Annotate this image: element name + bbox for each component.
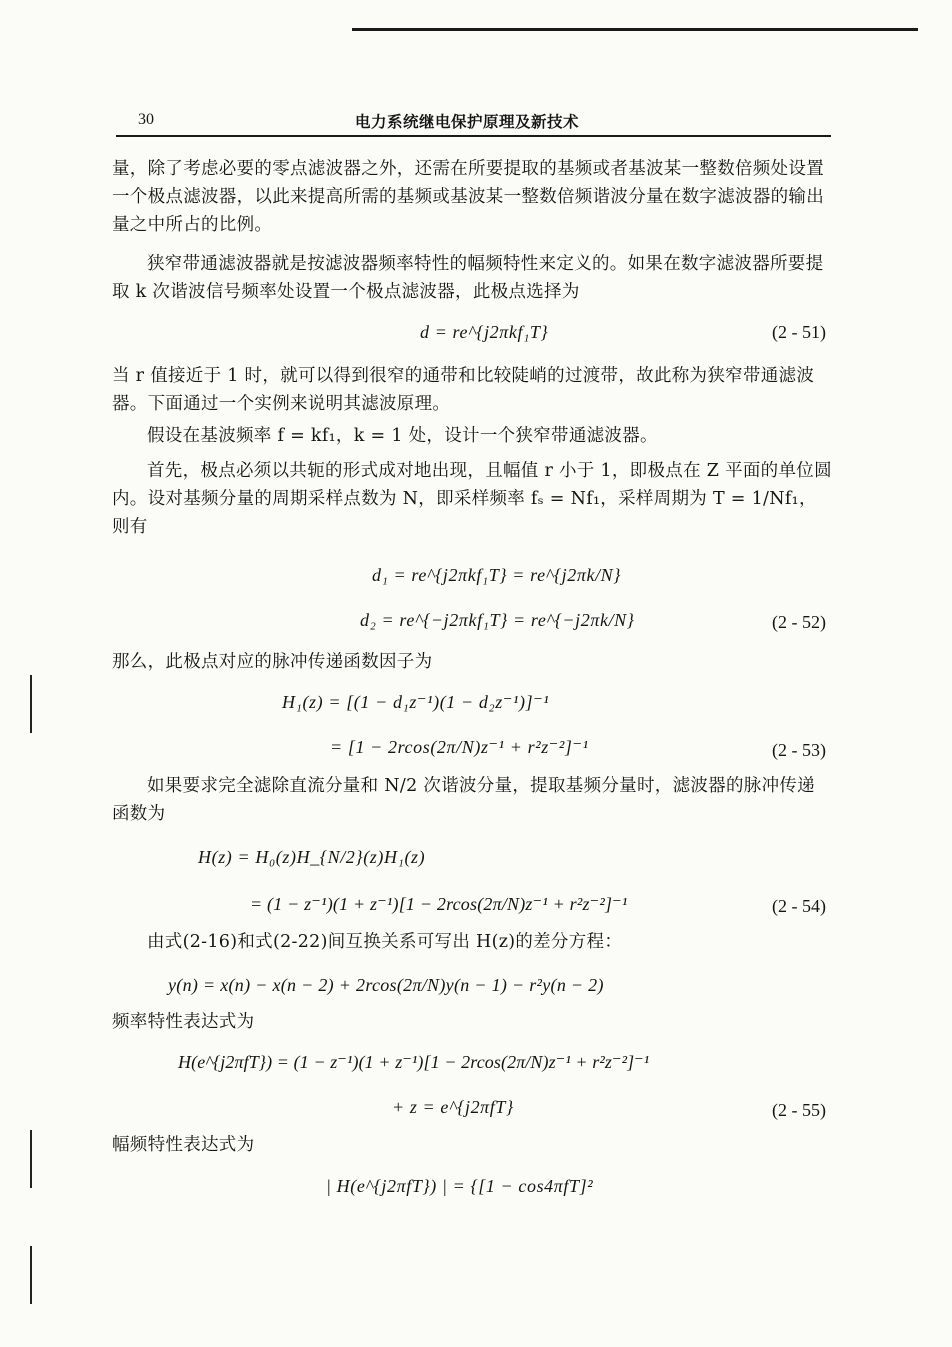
equation-number: (2 - 55) [772,1100,826,1120]
equation: = (1 − z⁻¹)(1 + z⁻¹)[1 − 2rcos(2π/N)z⁻¹ + r²z⁻²]⁻¹ [250,894,628,914]
equation-number: (2 - 52) [772,612,826,632]
equation: d₂ = re^{−j2πkf₁T} = re^{−j2πk/N} [360,610,635,630]
equation-number: (2 - 53) [772,740,826,760]
margin-mark [30,1246,32,1304]
paragraph: 首先，极点必须以共轭的形式成对地出现，且幅值 r 小于 1，即极点在 Z 平面的单位圆内。设对基频分量的周期采样点数为 N，即采样频率 fₛ = Nf₁，采样周期为 T = 1/Nf₁，则有 [112,461,832,537]
margin-mark [30,675,32,733]
equation: H₁(z) = [(1 − d₁z⁻¹)(1 − d₂z⁻¹)]⁻¹ [282,692,550,712]
equation: d₁ = re^{j2πkf₁T} = re^{j2πk/N} [372,565,622,585]
paragraph: 当 r 值接近于 1 时，就可以得到很窄的通带和比较陡峭的过渡带，故此称为狭窄带通滤波器。下面通过一个实例来说明其滤波原理。 [112,366,815,414]
paragraph: 量，除了考虑必要的零点滤波器之外，还需在所要提取的基频或者基波某一整数倍频处设置一个极点滤波器，以此来提高所需的基频或基波某一整数倍频谐波分量在数字滤波器的输出量之中所占的比例。 [112,159,824,235]
equation-number: (2 - 51) [772,322,826,342]
equation: H(z) = H₀(z)H_{N/2}(z)H₁(z) [198,847,426,867]
top-rule [352,28,918,31]
equation: | H(e^{j2πfT}) | = {[1 − cos4πfT]² [326,1176,594,1196]
paragraph: 假设在基波频率 f = kf₁，k = 1 处，设计一个狭窄带通滤波器。 [147,426,658,446]
paragraph: 幅频特性表达式为 [112,1135,255,1155]
paragraph: 那么，此极点对应的脉冲传递函数因子为 [112,652,433,672]
book-title: 电力系统继电保护原理及新技术 [355,112,580,131]
equation: d = re^{j2πkf₁T} [420,322,549,342]
paragraph: 由式(2-16)和式(2-22)间互换关系可写出 H(z)的差分方程： [147,932,623,952]
margin-mark [30,1130,32,1188]
page-number: 30 [138,111,154,128]
equation: + z = e^{j2πfT} [392,1097,514,1117]
equation: y(n) = x(n) − x(n − 2) + 2rcos(2π/N)y(n − 1) − r²y(n − 2) [168,975,604,995]
paragraph: 狭窄带通滤波器就是按滤波器频率特性的幅频特性来定义的。如果在数字滤波器所要提取 k 次谐波信号频率处设置一个极点滤波器，此极点选择为 [112,254,824,302]
equation: = [1 − 2rcos(2π/N)z⁻¹ + r²z⁻²]⁻¹ [330,737,589,757]
paragraph: 如果要求完全滤除直流分量和 N/2 次谐波分量，提取基频分量时，滤波器的脉冲传递函数为 [112,776,815,824]
header-rule [116,135,831,137]
equation: H(e^{j2πfT}) = (1 − z⁻¹)(1 + z⁻¹)[1 − 2rcos(2π/N)z⁻¹ + r²z⁻²]⁻¹ [178,1052,650,1072]
equation-number: (2 - 54) [772,896,826,916]
paragraph: 频率特性表达式为 [112,1012,255,1032]
